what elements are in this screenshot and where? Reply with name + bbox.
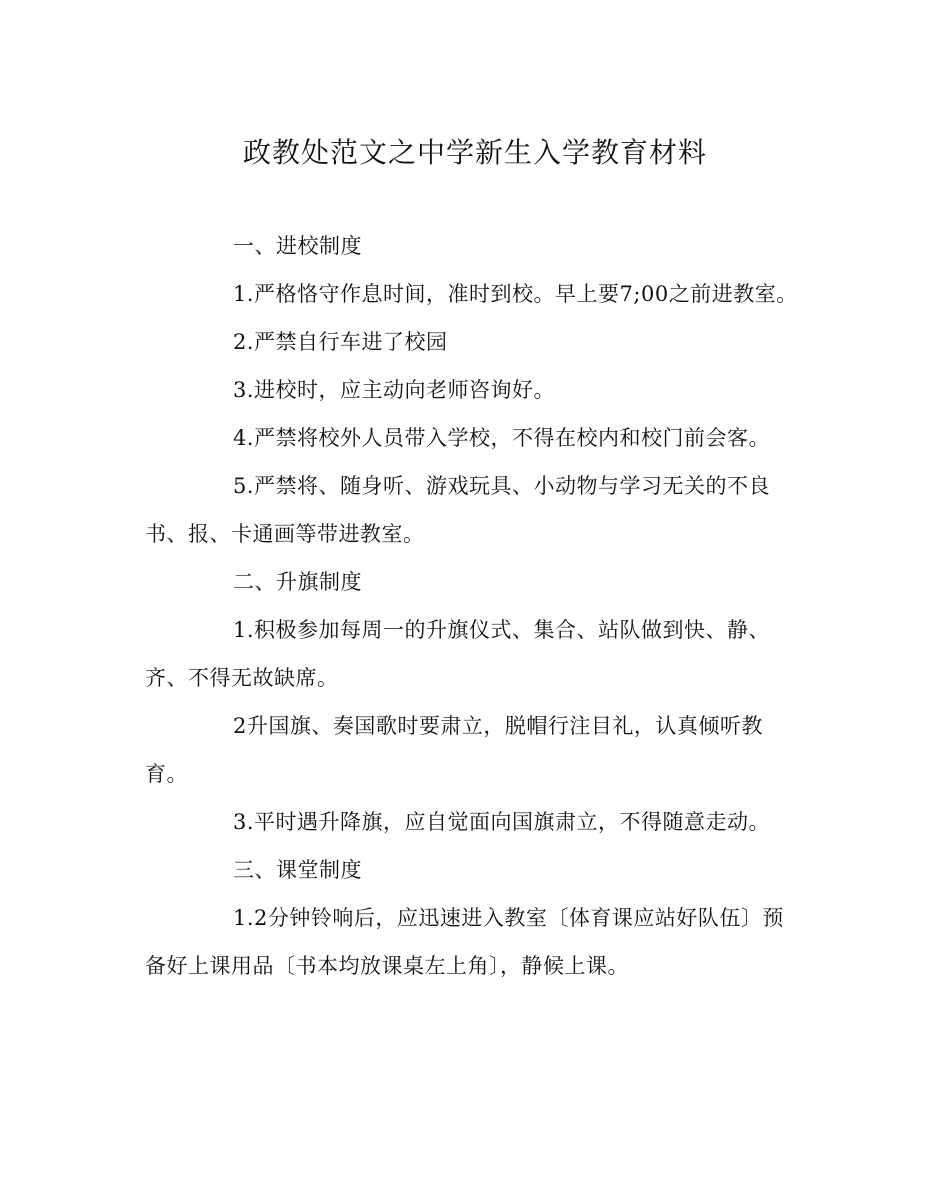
document-body — [145, 222, 805, 990]
paragraph: 3.平时遇升降旗，应自觉面向国旗肃立，不得随意走动。 — [233, 810, 771, 834]
paragraph: 1.严格恪守作息时间，准时到校。早上要7;00之前进教室。 — [233, 282, 798, 306]
paragraph: 5.严禁将、随身听、游戏玩具、小动物与学习无关的不良书、报、卡通画等带进教室。 — [145, 474, 771, 546]
section-heading-entry: 一、进校制度 — [233, 234, 362, 258]
document-title: 政教处范文之中学新生入学教育材料 — [242, 136, 707, 169]
section-heading-flag: 二、升旗制度 — [233, 570, 362, 594]
paragraph: 4.严禁将校外人员带入学校，不得在校内和校门前会客。 — [233, 426, 771, 450]
paragraph: 1.积极参加每周一的升旗仪式、集合、站队做到快、静、齐、不得无故缺席。 — [145, 618, 771, 690]
paragraph: 2.严禁自行车进了校园 — [233, 330, 448, 354]
paragraph: 1.2分钟铃响后，应迅速进入教室〔体育课应站好队伍〕预备好上课用品〔书本均放课桌左上角〕，静候上课。 — [145, 906, 784, 978]
paragraph: 3.进校时，应主动向老师咨询好。 — [233, 378, 556, 402]
paragraph: 2升国旗、奏国歌时要肃立，脱帽行注目礼，认真倾听教育。 — [145, 714, 763, 786]
section-heading-classroom: 三、课堂制度 — [233, 858, 362, 882]
